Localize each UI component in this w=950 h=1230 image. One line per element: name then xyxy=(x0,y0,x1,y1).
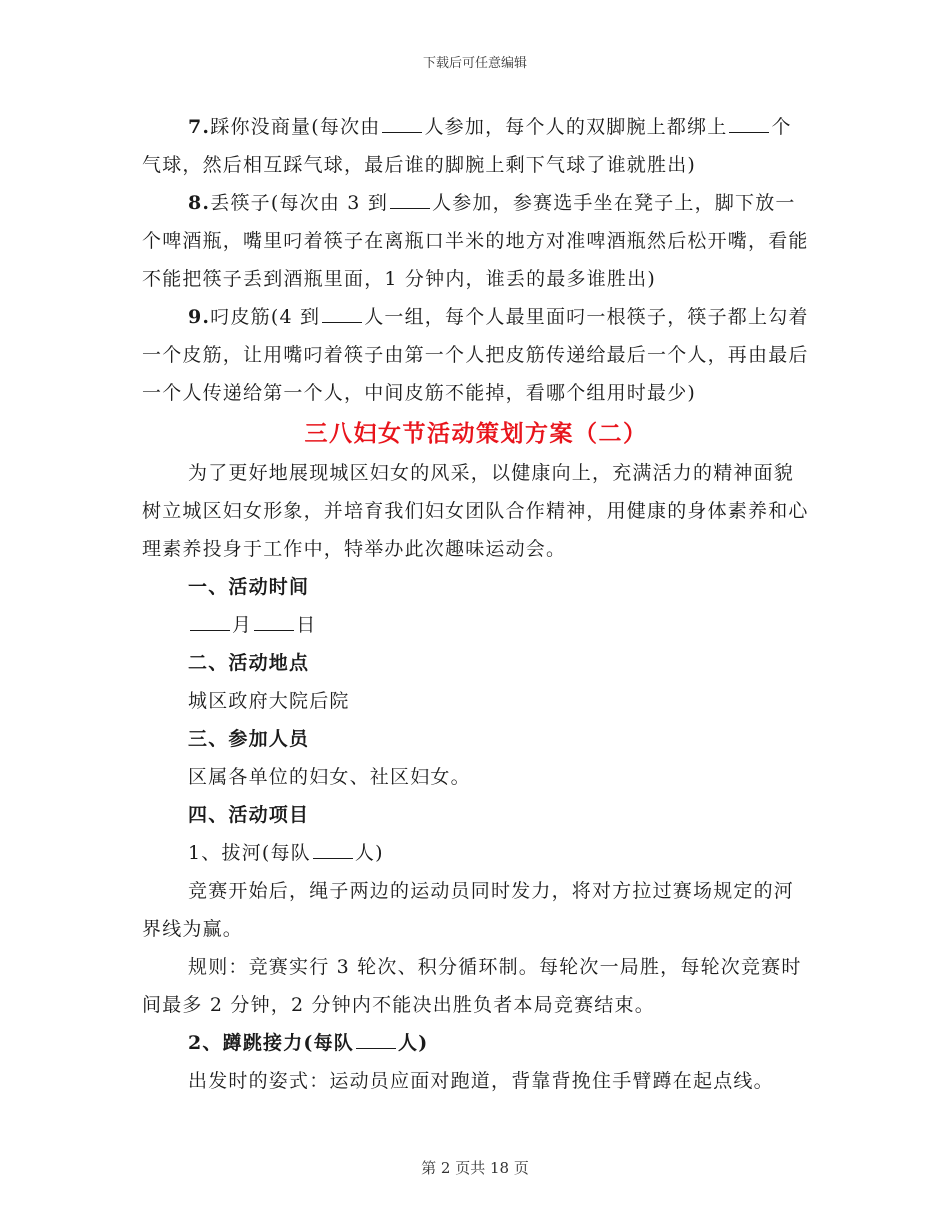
item1-title: 1、拔河(每队 人) xyxy=(188,842,384,864)
item1-description: 竞赛开始后，绳子两边的运动员同时发力，将对方拉过赛场规定的河界线为赢。 xyxy=(142,880,795,940)
heading-activity-time: 一、活动时间 xyxy=(188,576,310,598)
activity-location: 城区政府大院后院 xyxy=(188,690,350,712)
heading-activity-location: 二、活动地点 xyxy=(188,652,310,674)
fill-blank xyxy=(729,131,769,133)
item-number: 8. xyxy=(188,192,211,214)
participants: 区属各单位的妇女、社区妇女。 xyxy=(188,766,471,788)
page-header: 下载后可任意编辑 xyxy=(422,56,527,71)
fill-blank xyxy=(322,321,362,323)
heading-activity-items: 四、活动项目 xyxy=(188,804,310,826)
intro-paragraph: 为了更好地展现城区妇女的风采，以健康向上，充满活力的精神面貌树立城区妇女形象，并培育我们妇女团队合作精神，用健康的身体素养和心理素养投身于工作中，特举办此次趣味运动会。 xyxy=(142,462,809,560)
item2-title: 2、蹲跳接力(每队 人) xyxy=(188,1032,429,1054)
fill-blank xyxy=(254,629,294,631)
fill-blank xyxy=(190,629,230,631)
item-number: 9. xyxy=(188,306,211,328)
list-item-9: 9.叼皮筋(4 到 人一组，每个人最里面叼一根筷子，筷子都上勾着一个皮筋，让用嘴叼着筷子由第一个人把皮筋传递给最后一个人，再由最后一个人传递给第一个人，中间皮筋不能掉，看哪个组用时最少) xyxy=(142,306,809,404)
fill-blank xyxy=(390,207,430,209)
document-body xyxy=(142,108,810,1100)
heading-participants: 三、参加人员 xyxy=(188,728,310,750)
item-number: 7. xyxy=(188,116,211,138)
section-title: 三八妇女节活动策划方案（二） xyxy=(304,420,648,447)
activity-date: 月 日 xyxy=(142,606,810,644)
fill-blank xyxy=(356,1047,396,1049)
list-item-8: 8.丢筷子(每次由 3 到 人参加，参赛选手坐在凳子上，脚下放一个啤酒瓶，嘴里叼着筷子在离瓶口半米的地方对准啤酒瓶然后松开嘴，看能不能把筷子丢到酒瓶里面，1 分钟内，谁丢的最多谁胜出) xyxy=(142,192,809,290)
page-footer: 第 2 页共 18 页 xyxy=(421,1159,529,1177)
item2-description: 出发时的姿式：运动员应面对跑道，背靠背挽住手臂蹲在起点线。 xyxy=(188,1070,774,1092)
fill-blank xyxy=(313,857,353,859)
fill-blank xyxy=(382,131,422,133)
item1-rules: 规则：竞赛实行 3 轮次、积分循环制。每轮次一局胜，每轮次竞赛时间最多 2 分钟，2 分钟内不能决出胜负者本局竞赛结束。 xyxy=(142,956,802,1016)
list-item-7: 7.踩你没商量(每次由 人参加，每个人的双脚腕上都绑上 个气球，然后相互踩气球，最后谁的脚腕上剩下气球了谁就胜出) xyxy=(142,116,792,176)
